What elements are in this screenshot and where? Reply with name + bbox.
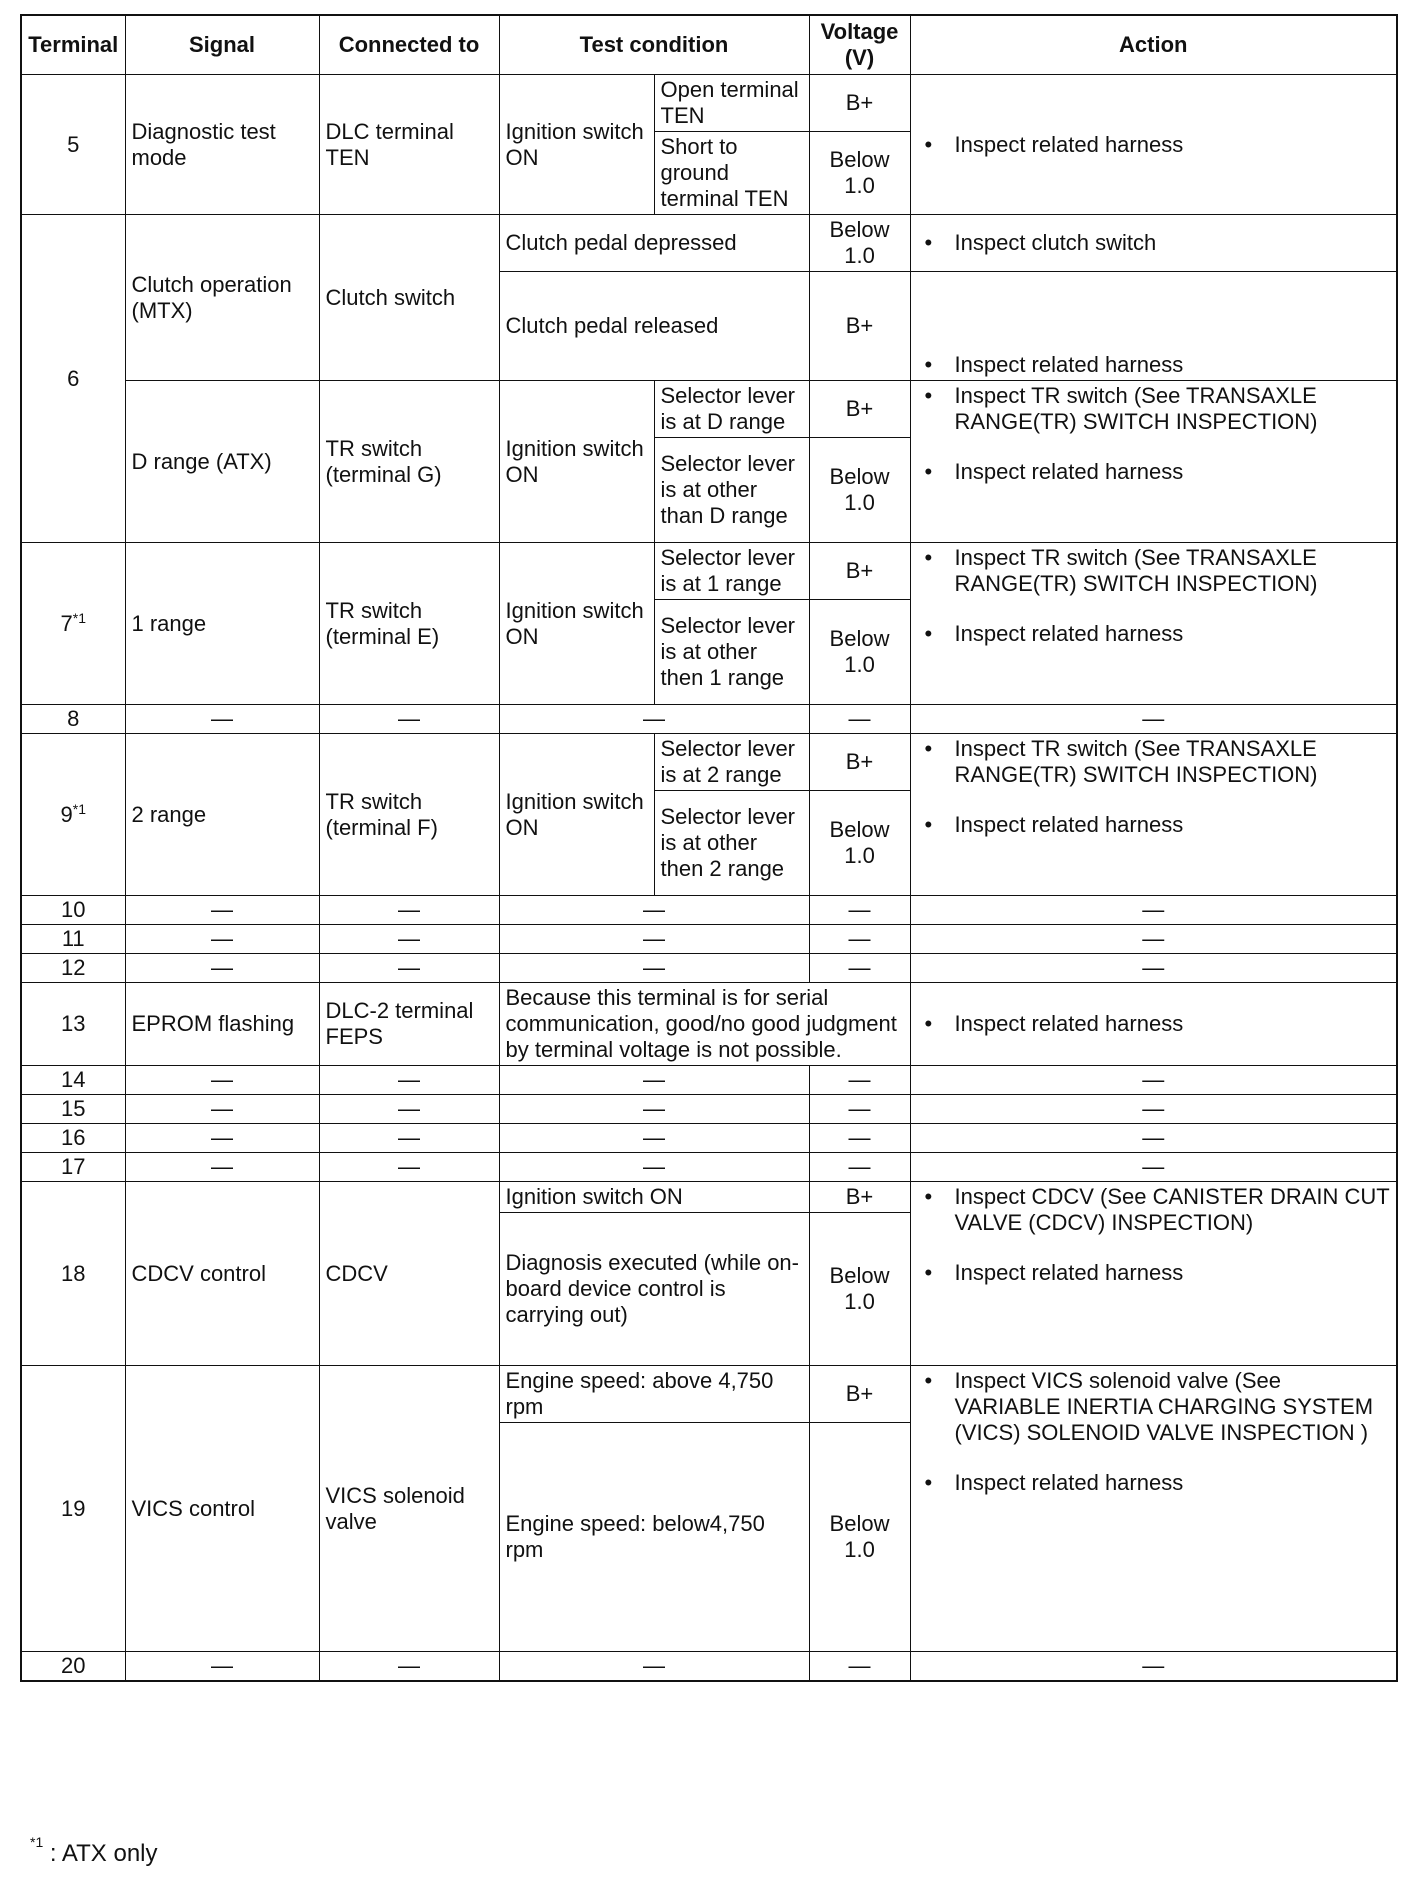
table-row bbox=[21, 983, 1397, 1066]
voltage-cell: B+ bbox=[809, 543, 910, 600]
condition-cell: — bbox=[499, 896, 809, 925]
action-item: • Inspect related harness bbox=[955, 812, 1391, 838]
action-cell bbox=[910, 1366, 1397, 1652]
condition-cell: — bbox=[499, 1652, 809, 1682]
condition-cell: Diagnosis executed (while on-board device control is carrying out) bbox=[499, 1213, 809, 1366]
voltage-cell: Below 1.0 bbox=[809, 438, 910, 543]
header-row bbox=[21, 15, 1397, 75]
signal-cell: Diagnostic test mode bbox=[125, 75, 319, 215]
condition-cell: Because this terminal is for serial communication, good/no good judgment by terminal voltage is not possible. bbox=[499, 983, 910, 1066]
signal-cell: — bbox=[125, 1124, 319, 1153]
connected-cell: TR switch (terminal E) bbox=[319, 543, 499, 705]
voltage-cell: Below 1.0 bbox=[809, 132, 910, 215]
condition-cell: Ignition switch ON bbox=[499, 75, 654, 215]
voltage-cell: — bbox=[809, 925, 910, 954]
connected-cell: Clutch switch bbox=[319, 215, 499, 381]
signal-cell: — bbox=[125, 925, 319, 954]
subcondition-cell: Selector lever is at other then 2 range bbox=[654, 791, 809, 896]
action-item: • Inspect related harness bbox=[955, 1260, 1391, 1286]
signal-cell: — bbox=[125, 954, 319, 983]
table-row bbox=[21, 381, 1397, 438]
terminal-cell: 17 bbox=[21, 1153, 125, 1182]
subcondition-cell: Selector lever is at 2 range bbox=[654, 734, 809, 791]
signal-cell: 1 range bbox=[125, 543, 319, 705]
condition-cell: Engine speed: above 4,750 rpm bbox=[499, 1366, 809, 1423]
signal-cell: 2 range bbox=[125, 734, 319, 896]
voltage-cell: — bbox=[809, 1153, 910, 1182]
action-item: • Inspect TR switch (See TRANSAXLE RANGE(TR) SWITCH INSPECTION) bbox=[955, 383, 1391, 435]
footnote-text: : ATX only bbox=[49, 1840, 158, 1867]
header-terminal: Terminal bbox=[21, 15, 125, 75]
signal-cell: — bbox=[125, 1066, 319, 1095]
action-cell: — bbox=[910, 954, 1397, 983]
terminal-cell: 5 bbox=[21, 75, 125, 215]
voltage-cell: B+ bbox=[809, 381, 910, 438]
action-cell bbox=[910, 543, 1397, 705]
table-row bbox=[21, 896, 1397, 925]
connected-cell: CDCV bbox=[319, 1182, 499, 1366]
table-row bbox=[21, 1652, 1397, 1682]
voltage-cell: — bbox=[809, 1095, 910, 1124]
action-cell bbox=[910, 1182, 1397, 1366]
voltage-cell: — bbox=[809, 1652, 910, 1682]
action-cell bbox=[910, 215, 1397, 272]
terminal-inspection-document bbox=[20, 14, 1396, 1682]
action-item: • Inspect related harness bbox=[955, 352, 1391, 378]
footnote bbox=[30, 1834, 158, 1868]
action-cell bbox=[910, 381, 1397, 543]
subcondition-cell: Selector lever is at D range bbox=[654, 381, 809, 438]
footnote-mark: *1 bbox=[30, 1834, 44, 1850]
condition-cell: — bbox=[499, 705, 809, 734]
action-cell bbox=[910, 272, 1397, 381]
table-row bbox=[21, 1153, 1397, 1182]
footnote-mark: *1 bbox=[72, 800, 86, 817]
terminal-table bbox=[20, 14, 1398, 1682]
signal-cell: VICS control bbox=[125, 1366, 319, 1652]
connected-cell: — bbox=[319, 925, 499, 954]
condition-cell: — bbox=[499, 1095, 809, 1124]
subcondition-cell: Short to ground terminal TEN bbox=[654, 132, 809, 215]
connected-cell: — bbox=[319, 1095, 499, 1124]
signal-cell: Clutch operation (MTX) bbox=[125, 215, 319, 381]
action-cell bbox=[910, 75, 1397, 215]
voltage-cell: B+ bbox=[809, 272, 910, 381]
condition-cell: — bbox=[499, 1153, 809, 1182]
table-row bbox=[21, 1124, 1397, 1153]
condition-cell: Ignition switch ON bbox=[499, 543, 654, 705]
voltage-cell: B+ bbox=[809, 1366, 910, 1423]
connected-cell: TR switch (terminal G) bbox=[319, 381, 499, 543]
terminal-number: 7 bbox=[60, 610, 73, 636]
header-voltage: Voltage (V) bbox=[809, 15, 910, 75]
terminal-cell: 13 bbox=[21, 983, 125, 1066]
terminal-cell: 15 bbox=[21, 1095, 125, 1124]
voltage-cell: B+ bbox=[809, 75, 910, 132]
action-item: • Inspect clutch switch bbox=[955, 230, 1391, 256]
signal-cell: — bbox=[125, 1153, 319, 1182]
voltage-cell: B+ bbox=[809, 734, 910, 791]
voltage-cell: B+ bbox=[809, 1182, 910, 1213]
action-cell: — bbox=[910, 1153, 1397, 1182]
action-item: • Inspect TR switch (See TRANSAXLE RANGE(TR) SWITCH INSPECTION) bbox=[955, 545, 1391, 597]
table-row bbox=[21, 1366, 1397, 1423]
condition-cell: Clutch pedal depressed bbox=[499, 215, 809, 272]
action-item: • Inspect CDCV (See CANISTER DRAIN CUT VALVE (CDCV) INSPECTION) bbox=[955, 1184, 1391, 1236]
connected-cell: — bbox=[319, 896, 499, 925]
action-item: • Inspect VICS solenoid valve (See VARIABLE INERTIA CHARGING SYSTEM (VICS) SOLENOID VALVE INSPECTION ) bbox=[955, 1368, 1391, 1446]
terminal-cell: 14 bbox=[21, 1066, 125, 1095]
signal-cell: — bbox=[125, 896, 319, 925]
connected-cell: VICS solenoid valve bbox=[319, 1366, 499, 1652]
condition-cell: Ignition switch ON bbox=[499, 1182, 809, 1213]
terminal-cell: 16 bbox=[21, 1124, 125, 1153]
table-row bbox=[21, 705, 1397, 734]
terminal-cell: 18 bbox=[21, 1182, 125, 1366]
table-row bbox=[21, 1095, 1397, 1124]
table-row bbox=[21, 215, 1397, 272]
action-cell: — bbox=[910, 1066, 1397, 1095]
signal-cell: — bbox=[125, 1095, 319, 1124]
connected-cell: TR switch (terminal F) bbox=[319, 734, 499, 896]
terminal-cell bbox=[21, 734, 125, 896]
action-cell bbox=[910, 734, 1397, 896]
subcondition-cell: Selector lever is at other then 1 range bbox=[654, 600, 809, 705]
header-test-condition: Test condition bbox=[499, 15, 809, 75]
action-cell: — bbox=[910, 1652, 1397, 1682]
terminal-cell: 20 bbox=[21, 1652, 125, 1682]
table-row bbox=[21, 925, 1397, 954]
condition-cell: — bbox=[499, 954, 809, 983]
action-cell: — bbox=[910, 1095, 1397, 1124]
voltage-cell: Below 1.0 bbox=[809, 791, 910, 896]
condition-cell: Ignition switch ON bbox=[499, 734, 654, 896]
connected-cell: — bbox=[319, 954, 499, 983]
terminal-cell: 6 bbox=[21, 215, 125, 543]
connected-cell: DLC terminal TEN bbox=[319, 75, 499, 215]
signal-cell: — bbox=[125, 1652, 319, 1682]
terminal-cell: 19 bbox=[21, 1366, 125, 1652]
voltage-cell: — bbox=[809, 1066, 910, 1095]
condition-cell: Clutch pedal released bbox=[499, 272, 809, 381]
signal-cell: EPROM flashing bbox=[125, 983, 319, 1066]
terminal-cell: 10 bbox=[21, 896, 125, 925]
table-row bbox=[21, 543, 1397, 600]
header-action: Action bbox=[910, 15, 1397, 75]
table-row bbox=[21, 734, 1397, 791]
voltage-cell: — bbox=[809, 1124, 910, 1153]
footnote-mark: *1 bbox=[72, 609, 86, 626]
table-row bbox=[21, 1066, 1397, 1095]
table-row bbox=[21, 75, 1397, 132]
action-item: • Inspect related harness bbox=[955, 1011, 1391, 1037]
subcondition-cell: Selector lever is at 1 range bbox=[654, 543, 809, 600]
table-row bbox=[21, 954, 1397, 983]
connected-cell: — bbox=[319, 1153, 499, 1182]
signal-cell: CDCV control bbox=[125, 1182, 319, 1366]
terminal-cell: 12 bbox=[21, 954, 125, 983]
condition-cell: Engine speed: below4,750 rpm bbox=[499, 1423, 809, 1652]
subcondition-cell: Selector lever is at other than D range bbox=[654, 438, 809, 543]
condition-cell: Ignition switch ON bbox=[499, 381, 654, 543]
voltage-cell: Below 1.0 bbox=[809, 1423, 910, 1652]
voltage-cell: — bbox=[809, 954, 910, 983]
connected-cell: — bbox=[319, 1066, 499, 1095]
action-item: • Inspect related harness bbox=[955, 459, 1391, 485]
table-row bbox=[21, 1182, 1397, 1213]
voltage-cell: Below 1.0 bbox=[809, 1213, 910, 1366]
header-signal: Signal bbox=[125, 15, 319, 75]
signal-cell: D range (ATX) bbox=[125, 381, 319, 543]
terminal-cell bbox=[21, 543, 125, 705]
connected-cell: — bbox=[319, 1652, 499, 1682]
header-connected-to: Connected to bbox=[319, 15, 499, 75]
condition-cell: — bbox=[499, 925, 809, 954]
terminal-cell: 11 bbox=[21, 925, 125, 954]
action-cell: — bbox=[910, 896, 1397, 925]
connected-cell: DLC-2 terminal FEPS bbox=[319, 983, 499, 1066]
signal-cell: — bbox=[125, 705, 319, 734]
connected-cell: — bbox=[319, 705, 499, 734]
condition-cell: — bbox=[499, 1124, 809, 1153]
action-item: • Inspect TR switch (See TRANSAXLE RANGE(TR) SWITCH INSPECTION) bbox=[955, 736, 1391, 788]
subcondition-cell: Open terminal TEN bbox=[654, 75, 809, 132]
voltage-cell: — bbox=[809, 896, 910, 925]
voltage-cell: Below 1.0 bbox=[809, 600, 910, 705]
action-cell: — bbox=[910, 705, 1397, 734]
action-cell bbox=[910, 983, 1397, 1066]
terminal-number: 9 bbox=[60, 801, 73, 827]
action-item: • Inspect related harness bbox=[955, 1470, 1391, 1496]
connected-cell: — bbox=[319, 1124, 499, 1153]
action-cell: — bbox=[910, 1124, 1397, 1153]
action-cell: — bbox=[910, 925, 1397, 954]
terminal-cell: 8 bbox=[21, 705, 125, 734]
voltage-cell: — bbox=[809, 705, 910, 734]
action-item: • Inspect related harness bbox=[955, 621, 1391, 647]
action-item: • Inspect related harness bbox=[955, 132, 1391, 158]
condition-cell: — bbox=[499, 1066, 809, 1095]
voltage-cell: Below 1.0 bbox=[809, 215, 910, 272]
